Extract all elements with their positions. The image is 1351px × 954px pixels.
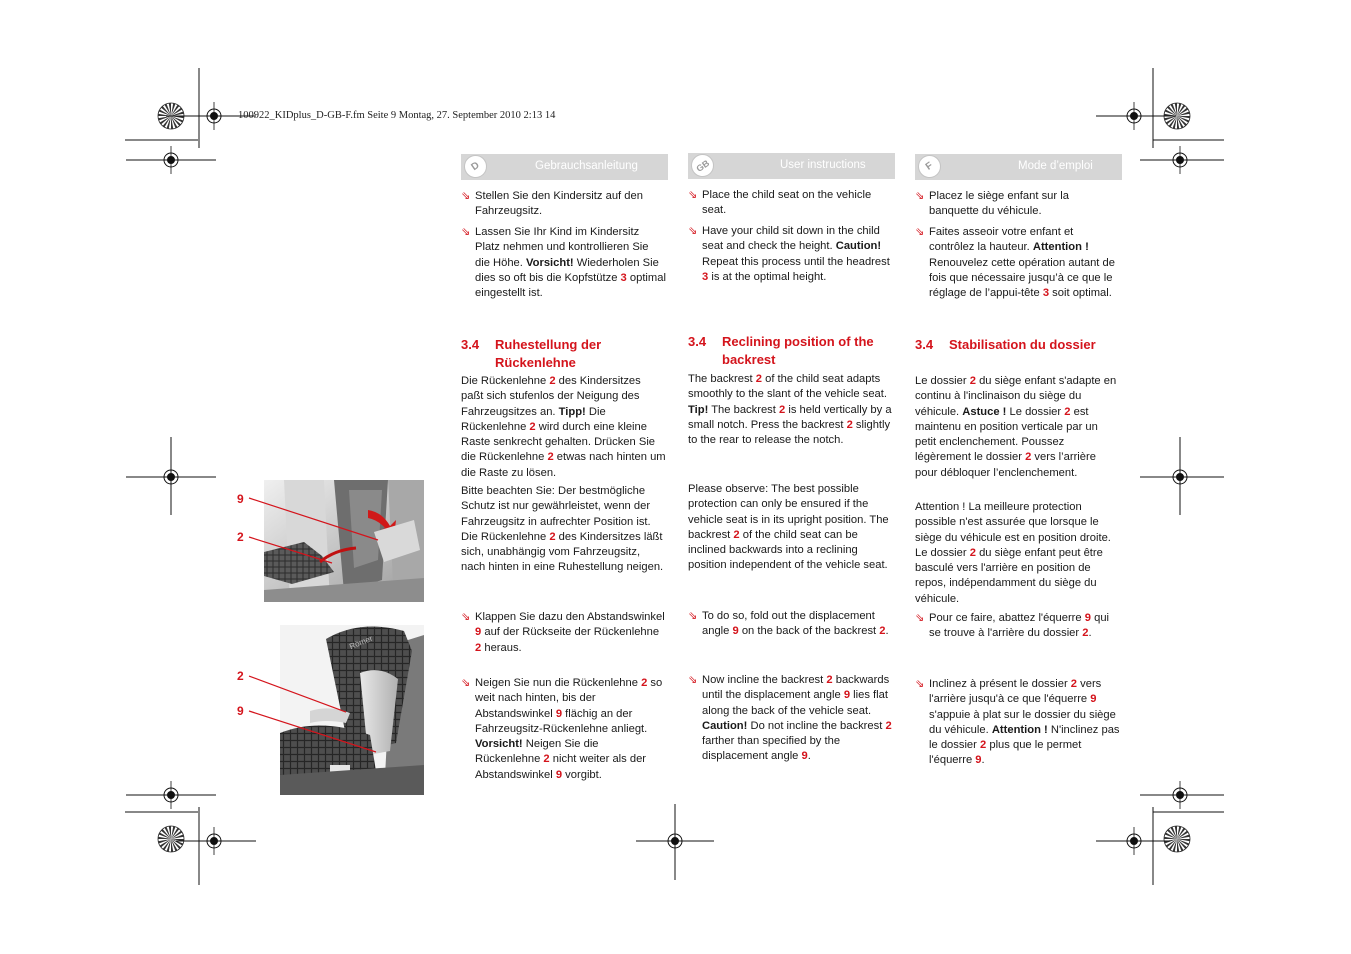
section-number: 3.4 bbox=[461, 337, 480, 352]
reference-number: 9 bbox=[1090, 693, 1097, 706]
reference-number: 2 bbox=[779, 403, 786, 416]
reference-number: 2 bbox=[846, 418, 853, 431]
text-run: Bitte beachten Sie: Der bestmögliche Schutz ist nur gewährleistet, wenn der Fahrzeugsitz in aufrechter Position ist. Die Rückenlehne bbox=[461, 485, 651, 543]
text-run: of the child seat adapts smoothly to the slant of the vehicle seat. bbox=[688, 373, 887, 401]
reference-number: 9 bbox=[555, 707, 563, 720]
header-title-gb: User instructions bbox=[780, 159, 866, 171]
text-run: des Kindersitzes läßt sich, unabhängig vom Fahrzeugsitz, nach hinten in eine Ruhestellung neigen. bbox=[461, 530, 664, 574]
text-run: . bbox=[981, 754, 985, 767]
reference-number: 2 bbox=[969, 546, 976, 559]
text-run: nicht weiter als der Abstandswinkel bbox=[475, 753, 647, 781]
reference-number: 2 bbox=[529, 420, 536, 433]
reference-number: 2 bbox=[826, 674, 833, 686]
reference-number: 9 bbox=[732, 625, 739, 638]
text-run: Pour ce faire, abattez l'équerre bbox=[929, 612, 1085, 624]
text-run: Neigen Sie die Rückenlehne bbox=[475, 738, 599, 766]
header-title-de: Gebrauchsanleitung bbox=[535, 160, 638, 172]
text-run: Now incline the backrest bbox=[702, 674, 827, 686]
reference-number: 3 bbox=[702, 270, 709, 283]
emphasis-text: Tipp! bbox=[558, 405, 586, 418]
text-run: heraus. bbox=[481, 641, 522, 654]
text-run: is held vertically by a small notch. Press the backrest bbox=[688, 403, 892, 431]
text-run: Neigen Sie nun die Rückenlehne bbox=[475, 677, 642, 689]
emphasis-text: Attention ! bbox=[991, 723, 1048, 736]
text-run: auf der Rückseite der Rückenlehne bbox=[481, 626, 660, 639]
text-run: Inclinez à présent le dossier bbox=[929, 678, 1071, 690]
reference-number: 2 bbox=[475, 641, 482, 654]
reference-number: 2 bbox=[885, 719, 892, 732]
text-run: flächig an der Fahrzeugsitz-Rückenlehne anliegt. bbox=[475, 707, 648, 735]
language-badge-gb: GB bbox=[686, 149, 718, 181]
reference-number: 2 bbox=[549, 375, 556, 387]
reference-number: 2 bbox=[641, 677, 648, 689]
text-run: Placez le siège enfant sur la banquette du véhicule. bbox=[929, 190, 1069, 218]
text-run: Have your child sit down in the child seat and check the height. bbox=[702, 225, 880, 253]
text-run: s'appuie à plat sur le dossier du siège du véhicule. bbox=[929, 708, 1116, 736]
reference-number: 2 bbox=[547, 451, 554, 464]
text-run: vorgibt. bbox=[562, 768, 602, 781]
text-run: . bbox=[885, 625, 889, 638]
reference-number: 9 bbox=[1084, 612, 1091, 624]
reference-label: 2 bbox=[237, 669, 244, 683]
reference-number: 2 bbox=[1025, 451, 1032, 464]
arrow-bullet-icon: ⇘ bbox=[915, 190, 925, 202]
file-info-line: 100922_KIDplus_D-GB-F.fm Seite 9 Montag, 27. September 2010 2:13 14 bbox=[238, 110, 556, 121]
reference-number: 2 bbox=[969, 375, 976, 387]
text-run: vers l'arrière jusqu'à ce que l'équerre bbox=[929, 678, 1102, 706]
reference-number: 9 bbox=[975, 754, 982, 767]
emphasis-text: Vorsicht! bbox=[526, 256, 574, 269]
text-run: Wiederholen Sie dies so oft bis die Kopfstütze bbox=[475, 256, 659, 284]
emphasis-text: Attention ! bbox=[1032, 241, 1089, 254]
text-run: qui se trouve à l'arrière du dossier bbox=[929, 612, 1110, 640]
arrow-bullet-icon: ⇘ bbox=[915, 612, 925, 624]
text-run: optimal eingestellt ist. bbox=[475, 271, 666, 300]
text-run: Le dossier bbox=[1006, 405, 1065, 418]
header-title-fr: Mode d’emploi bbox=[1018, 160, 1093, 172]
text-run: plus que le permet l'équerre bbox=[929, 739, 1082, 767]
arrow-bullet-icon: ⇘ bbox=[915, 678, 925, 690]
text-run: est maintenu en position verticale par un petit enclenchement. Poussez légèrement le dossier bbox=[915, 405, 1098, 464]
text-run: Place the child seat on the vehicle seat. bbox=[702, 189, 872, 217]
arrow-bullet-icon: ⇘ bbox=[688, 225, 698, 237]
text-run: N'inclinez pas le dossier bbox=[929, 723, 1120, 752]
arrow-bullet-icon: ⇘ bbox=[461, 226, 471, 238]
reference-label: 9 bbox=[237, 704, 244, 718]
text-run: vers l’arrière pour débloquer l’enclenchement. bbox=[915, 451, 1096, 479]
reference-number: 2 bbox=[543, 753, 550, 766]
reference-number: 2 bbox=[1070, 678, 1078, 690]
text-run: is at the optimal height. bbox=[708, 270, 827, 283]
emphasis-text: Astuce ! bbox=[962, 405, 1007, 418]
section-number: 3.4 bbox=[688, 334, 707, 349]
text-run: wird durch eine kleine Raste senkrecht gehalten. Drücken Sie die Rückenlehne bbox=[461, 420, 656, 464]
text-run: The backrest bbox=[708, 403, 779, 416]
text-run: To do so, fold out the displacement angle bbox=[702, 610, 875, 638]
text-run: Le dossier bbox=[915, 375, 970, 387]
arrow-bullet-icon: ⇘ bbox=[461, 190, 471, 202]
text-run: Please observe: The best possible protection can only be ensured if the vehicle seat is in its upright position. The backrest bbox=[688, 483, 889, 541]
reference-number: 9 bbox=[555, 768, 563, 781]
reference-number: 9 bbox=[843, 689, 851, 702]
emphasis-text: Vorsicht! bbox=[475, 738, 523, 751]
text-run: Repeat this process until the headrest bbox=[702, 255, 890, 268]
arrow-bullet-icon: ⇘ bbox=[688, 610, 698, 622]
text-run: Lassen Sie Ihr Kind im Kindersitz Platz nehmen und kontrollieren Sie die Höhe. bbox=[475, 226, 649, 269]
emphasis-text: Tip! bbox=[688, 403, 709, 416]
reference-number: 2 bbox=[1064, 405, 1071, 418]
reference-number: 9 bbox=[475, 626, 482, 639]
text-run: slightly to the rear to release the notch. bbox=[688, 418, 891, 447]
emphasis-text: Caution! bbox=[835, 240, 882, 253]
language-badge-fr: F bbox=[913, 150, 945, 182]
text-run: etwas nach hinten um die Raste zu lösen. bbox=[461, 451, 666, 479]
text-run: Attention ! La meilleure protection possible n'est assurée que lorsque le siège du véhicule est en position droite. Le dossier bbox=[915, 501, 1111, 559]
text-run: Faites asseoir votre enfant et contrôlez la hauteur. bbox=[929, 226, 1074, 254]
text-run: farther than specified by the displacement angle bbox=[702, 735, 841, 763]
reference-number: 2 bbox=[755, 373, 763, 385]
arrow-bullet-icon: ⇘ bbox=[461, 677, 471, 689]
emphasis-text: Caution! bbox=[702, 719, 748, 732]
brand-logo-text: Römer bbox=[348, 633, 374, 652]
text-run: lies flat along the back of the vehicle seat. bbox=[702, 689, 888, 717]
text-run: du siège enfant peut être basculé vers l'arrière en position de repos, indépendamment du siège du véhicule. bbox=[915, 546, 1103, 605]
arrow-bullet-icon: ⇘ bbox=[688, 189, 698, 201]
text-run: Stellen Sie den Kindersitz auf den Fahrzeugsitz. bbox=[475, 190, 643, 218]
text-run: Klappen Sie dazu den Abstandswinkel bbox=[475, 611, 665, 623]
text-run: Die Rückenlehne bbox=[461, 405, 606, 433]
language-badge-de: D bbox=[459, 150, 491, 182]
text-run: The backrest bbox=[688, 373, 756, 385]
reference-number: 2 bbox=[980, 739, 987, 752]
text-run: on the back of the backrest bbox=[738, 625, 880, 638]
section-title: Reclining position of the backrest bbox=[722, 334, 874, 367]
reference-number: 2 bbox=[1082, 627, 1089, 640]
text-run: Renouvelez cette opération autant de fois que nécessaire jusqu’à ce que le réglage de l’appui-tête bbox=[929, 256, 1115, 300]
reference-number: 3 bbox=[1042, 287, 1050, 300]
text-run: du siège enfant s'adapte en continu à l'inclinaison du siège du véhicule. bbox=[915, 375, 1117, 418]
text-run: Do not incline the backrest bbox=[747, 719, 886, 732]
text-run: . bbox=[1088, 627, 1092, 640]
arrow-bullet-icon: ⇘ bbox=[915, 226, 925, 238]
section-title: Ruhestellung der Rückenlehne bbox=[495, 337, 602, 370]
section-number: 3.4 bbox=[915, 337, 934, 352]
text-run: des Kindersitzes paßt sich stufenlos der Neigung des Fahrzeugsitzes an. bbox=[461, 375, 641, 418]
reference-label: 9 bbox=[237, 492, 244, 506]
arrow-bullet-icon: ⇘ bbox=[461, 611, 471, 623]
reference-number: 2 bbox=[549, 530, 556, 543]
reference-number: 3 bbox=[620, 271, 627, 284]
text-run: of the child seat can be inclined backwards into a reclining position independent of the vehicle seat. bbox=[688, 528, 888, 572]
reference-label: 2 bbox=[237, 530, 244, 544]
text-run: soit optimal. bbox=[1049, 287, 1112, 300]
reference-number: 9 bbox=[801, 750, 808, 763]
text-run: . bbox=[807, 750, 811, 763]
text-run: Die Rückenlehne bbox=[461, 375, 550, 387]
text-run: so weit nach hinten, bis der Abstandswinkel bbox=[475, 677, 663, 720]
reference-number: 2 bbox=[879, 625, 886, 638]
section-title: Stabilisation du dossier bbox=[949, 337, 1096, 352]
arrow-bullet-icon: ⇘ bbox=[688, 674, 698, 686]
reference-number: 2 bbox=[733, 528, 740, 541]
text-run: backwards until the displacement angle bbox=[702, 674, 890, 702]
